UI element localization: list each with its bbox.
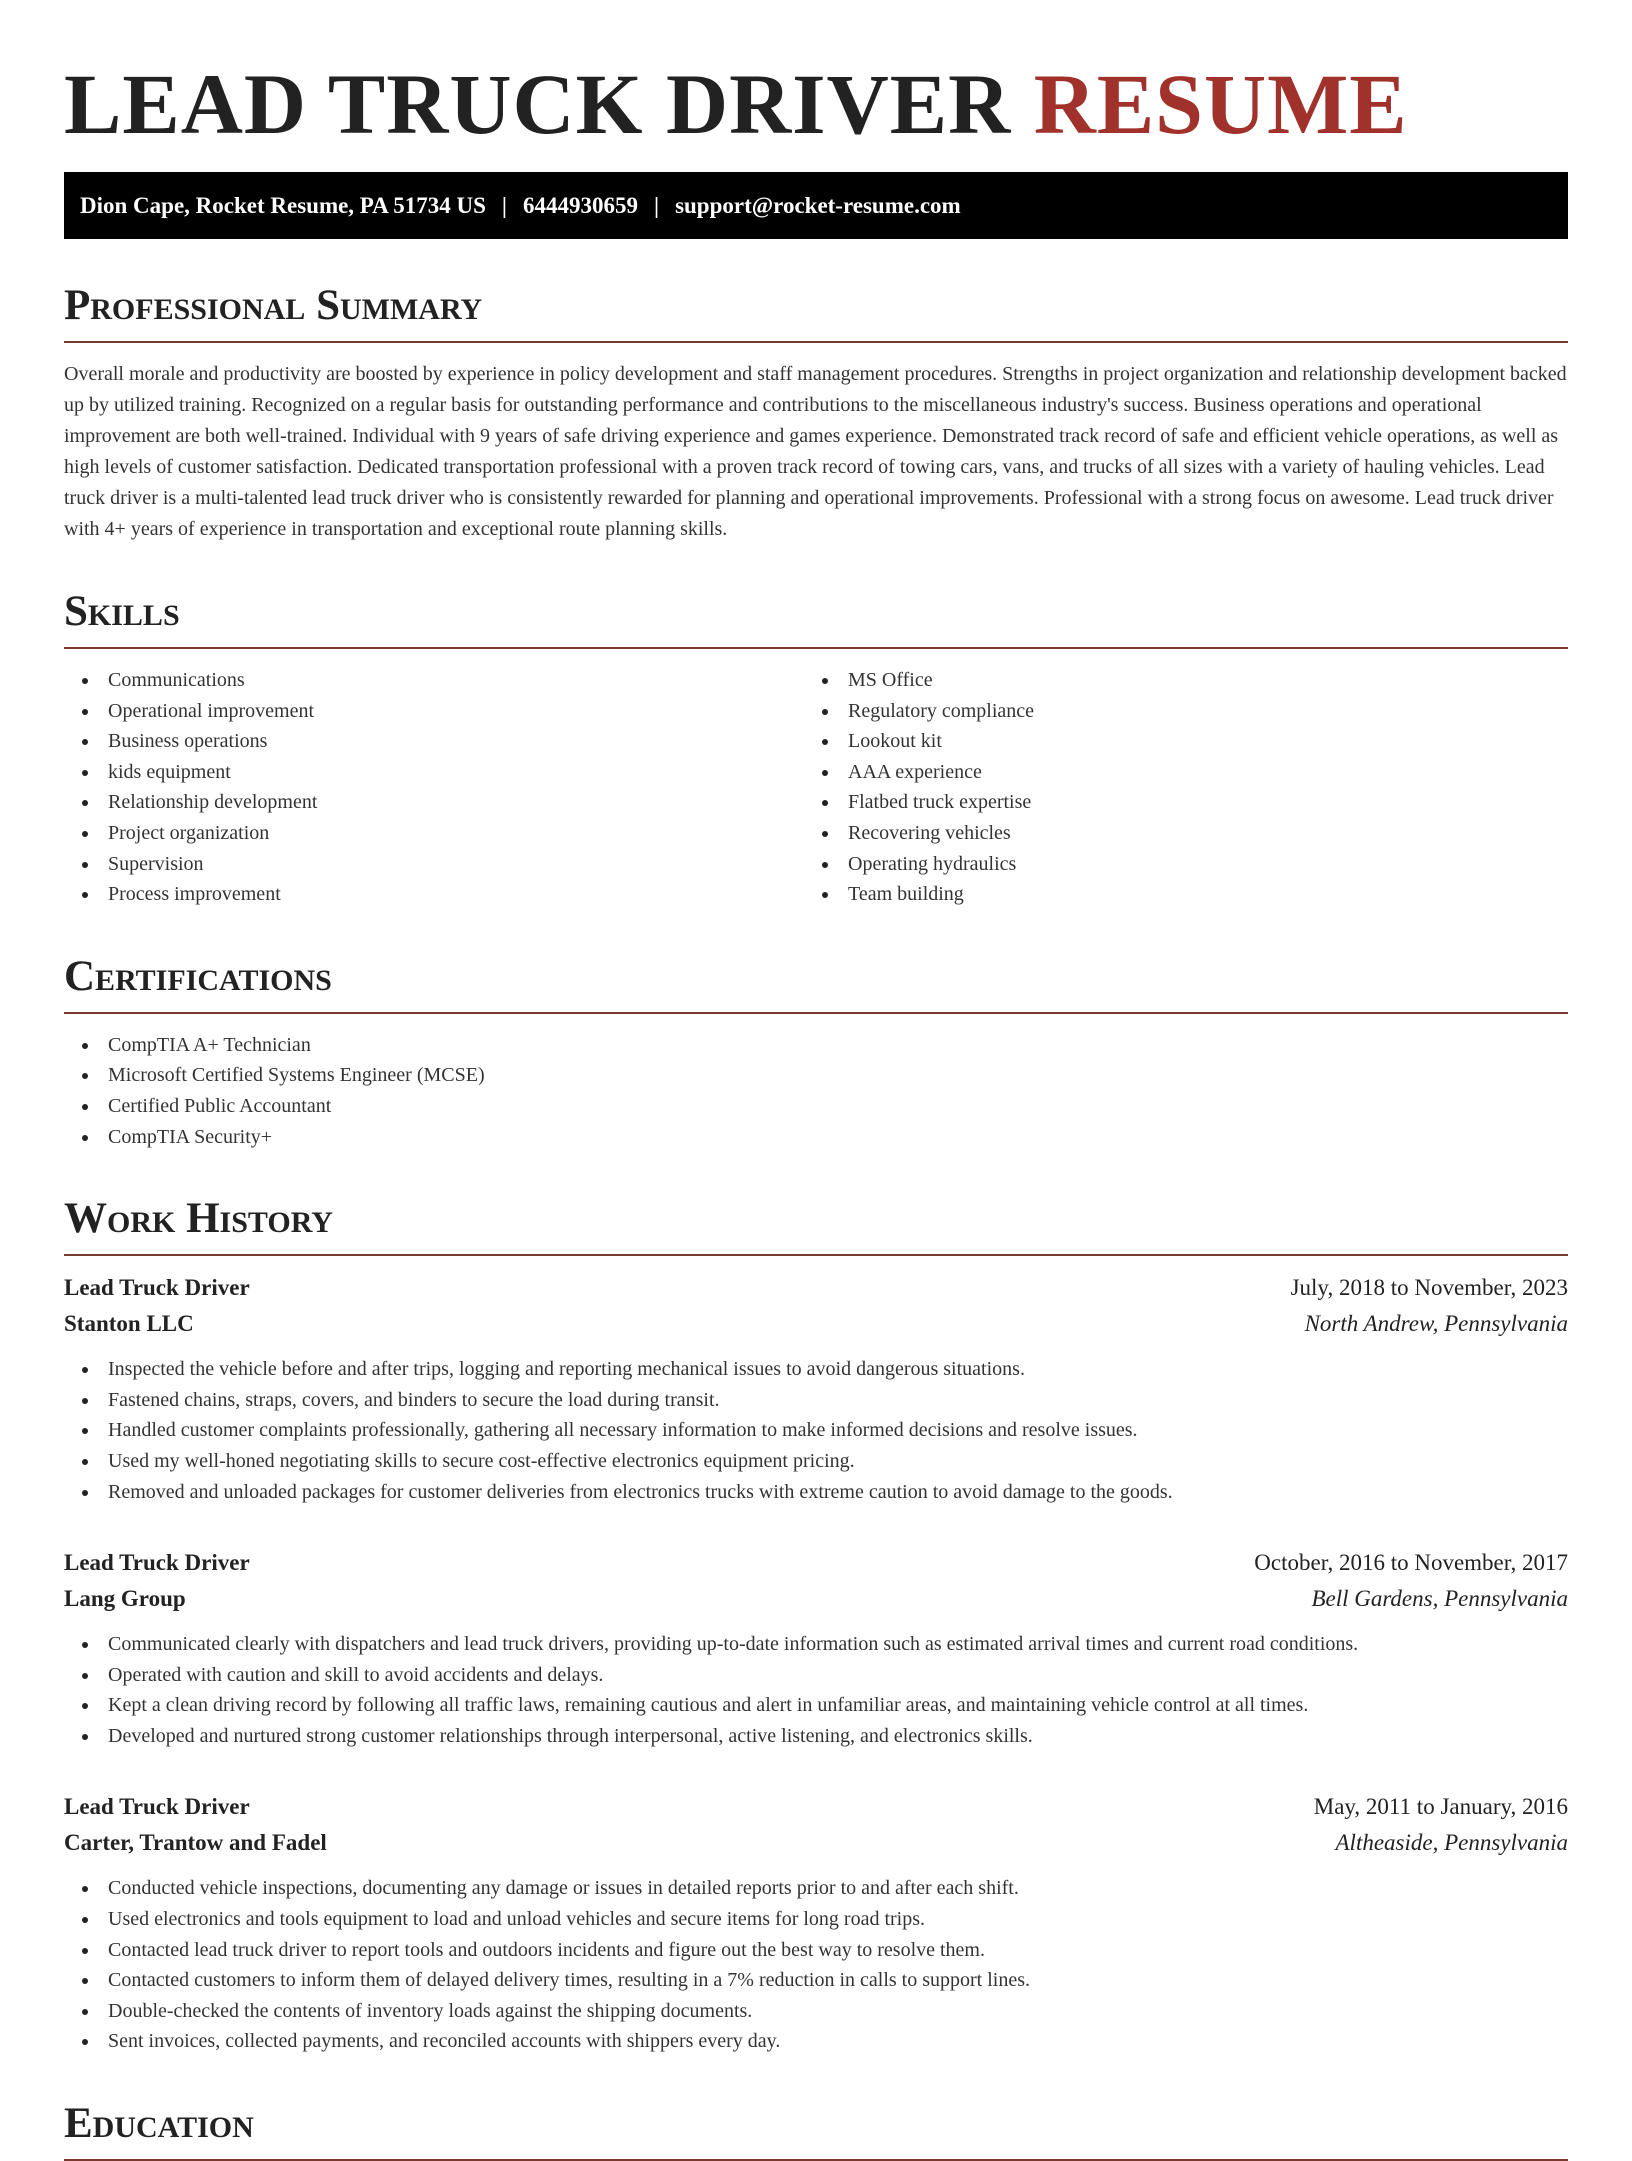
list-item: Used electronics and tools equipment to load and unload vehicles and secure items for long road trips.: [64, 1904, 1568, 1935]
list-item: CompTIA Security+: [64, 1122, 1568, 1153]
contact-bar: [64, 172, 1568, 239]
job-entry: [64, 1789, 1568, 2057]
summary-section: [64, 283, 1568, 545]
job-header-row: [64, 1545, 1568, 1581]
skills-grid: [64, 649, 1568, 910]
job-bullets: [64, 1873, 1568, 2057]
list-item: Communications: [64, 665, 804, 696]
contact-address: Dion Cape, Rocket Resume, PA 51734 US: [80, 192, 486, 218]
list-item: Lookout kit: [804, 726, 1544, 757]
list-item: Conducted vehicle inspections, documenting any damage or issues in detailed reports prior to and after each shift.: [64, 1873, 1568, 1904]
job-company: Carter, Trantow and Fadel: [64, 1830, 327, 1856]
education-heading: Education: [64, 2101, 1568, 2161]
list-item: Used my well-honed negotiating skills to secure cost-effective electronics equipment pricing.: [64, 1446, 1568, 1477]
job-title: Lead Truck Driver: [64, 1794, 250, 1820]
list-item: Communicated clearly with dispatchers and lead truck drivers, providing up-to-date information such as estimated arrival times and current road conditions.: [64, 1629, 1568, 1660]
job-header-row: [64, 1789, 1568, 1825]
list-item: CompTIA A+ Technician: [64, 1030, 1568, 1061]
job-dates: October, 2016 to November, 2017: [1254, 1550, 1568, 1576]
list-item: Double-checked the contents of inventory loads against the shipping documents.: [64, 1996, 1568, 2027]
job-header-row: [64, 1270, 1568, 1306]
title-main: LEAD TRUCK DRIVER: [64, 56, 1012, 152]
list-item: Removed and unloaded packages for customer deliveries from electronics trucks with extreme caution to avoid damage to the goods.: [64, 1477, 1568, 1508]
job-entry: [64, 1270, 1568, 1507]
list-item: Certified Public Accountant: [64, 1091, 1568, 1122]
contact-separator: |: [501, 192, 507, 218]
skills-heading: Skills: [64, 589, 1568, 649]
skills-list-right: [804, 665, 1544, 910]
work-history-section: [64, 1196, 1568, 2057]
job-subheader-row: [64, 1581, 1568, 1617]
job-title: Lead Truck Driver: [64, 1550, 250, 1576]
list-item: Fastened chains, straps, covers, and binders to secure the load during transit.: [64, 1385, 1568, 1416]
contact-email[interactable]: support@rocket-resume.com: [675, 192, 961, 218]
job-title: Lead Truck Driver: [64, 1275, 250, 1301]
list-item: Business operations: [64, 726, 804, 757]
job-bullets: [64, 1354, 1568, 1507]
list-item: Supervision: [64, 849, 804, 880]
job-dates: July, 2018 to November, 2023: [1290, 1275, 1568, 1301]
list-item: Team building: [804, 879, 1544, 910]
certifications-section: [64, 954, 1568, 1152]
summary-text: Overall morale and productivity are boosted by experience in policy development and staff management procedures. Strengths in project organization and relationship development backed up by utilized training. Recognized on a regular basis for outstanding performance and contributions to the miscellaneous industry's success. Business operations and operational improvement are both well-trained. Individual with 9 years of safe driving experience and games experience. Demonstrated track record of safe and efficient vehicle operations, as well as high levels of customer satisfaction. Dedicated transportation professional with a proven track record of towing cars, vans, and trucks of all sizes with a variety of hauling vehicles. Lead truck driver is a multi-talented lead truck driver who is consistently rewarded for planning and operational improvements. Professional with a strong focus on awesome. Lead truck driver with 4+ years of experience in transportation and exceptional route planning skills.: [64, 363, 1567, 540]
list-item: Recovering vehicles: [804, 818, 1544, 849]
list-item: Inspected the vehicle before and after trips, logging and reporting mechanical issues to avoid dangerous situations.: [64, 1354, 1568, 1385]
title-accent: RESUME: [1033, 56, 1408, 152]
list-item: MS Office: [804, 665, 1544, 696]
skills-section: [64, 589, 1568, 910]
job-subheader-row: [64, 1306, 1568, 1342]
list-item: Flatbed truck expertise: [804, 787, 1544, 818]
job-company: Lang Group: [64, 1586, 186, 1612]
list-item: kids equipment: [64, 757, 804, 788]
job-location: Altheaside, Pennsylvania: [1335, 1830, 1568, 1856]
work-history-heading: Work History: [64, 1196, 1568, 1256]
list-item: Contacted customers to inform them of delayed delivery times, resulting in a 7% reduction in calls to support lines.: [64, 1965, 1568, 1996]
job-dates: May, 2011 to January, 2016: [1313, 1794, 1568, 1820]
resume-title: [64, 58, 1568, 150]
job-company: Stanton LLC: [64, 1311, 194, 1337]
education-section: [64, 2101, 1568, 2161]
skills-list-left: [64, 665, 804, 910]
resume-page: [64, 0, 1568, 2161]
list-item: Relationship development: [64, 787, 804, 818]
list-item: Regulatory compliance: [804, 696, 1544, 727]
list-item: Operating hydraulics: [804, 849, 1544, 880]
list-item: Microsoft Certified Systems Engineer (MCSE): [64, 1060, 1568, 1091]
certifications-list: [64, 1030, 1568, 1152]
list-item: AAA experience: [804, 757, 1544, 788]
summary-heading: Professional Summary: [64, 283, 1568, 343]
list-item: Contacted lead truck driver to report tools and outdoors incidents and figure out the best way to resolve them.: [64, 1935, 1568, 1966]
list-item: Process improvement: [64, 879, 804, 910]
list-item: Operated with caution and skill to avoid accidents and delays.: [64, 1660, 1568, 1691]
list-item: Handled customer complaints professionally, gathering all necessary information to make informed decisions and resolve issues.: [64, 1415, 1568, 1446]
job-location: Bell Gardens, Pennsylvania: [1311, 1586, 1568, 1612]
contact-separator: |: [653, 192, 660, 218]
list-item: Kept a clean driving record by following all traffic laws, remaining cautious and alert in unfamiliar areas, and maintaining vehicle control at all times.: [64, 1690, 1568, 1721]
job-list: [64, 1270, 1568, 2057]
job-bullets: [64, 1629, 1568, 1751]
list-item: Project organization: [64, 818, 804, 849]
job-subheader-row: [64, 1825, 1568, 1861]
list-item: Operational improvement: [64, 696, 804, 727]
certifications-heading: Certifications: [64, 954, 1568, 1014]
job-location: North Andrew, Pennsylvania: [1304, 1311, 1568, 1337]
list-item: Developed and nurtured strong customer relationships through interpersonal, active listening, and electronics skills.: [64, 1721, 1568, 1752]
job-entry: [64, 1545, 1568, 1751]
contact-phone[interactable]: 6444930659: [522, 192, 638, 218]
list-item: Sent invoices, collected payments, and reconciled accounts with shippers every day.: [64, 2026, 1568, 2057]
